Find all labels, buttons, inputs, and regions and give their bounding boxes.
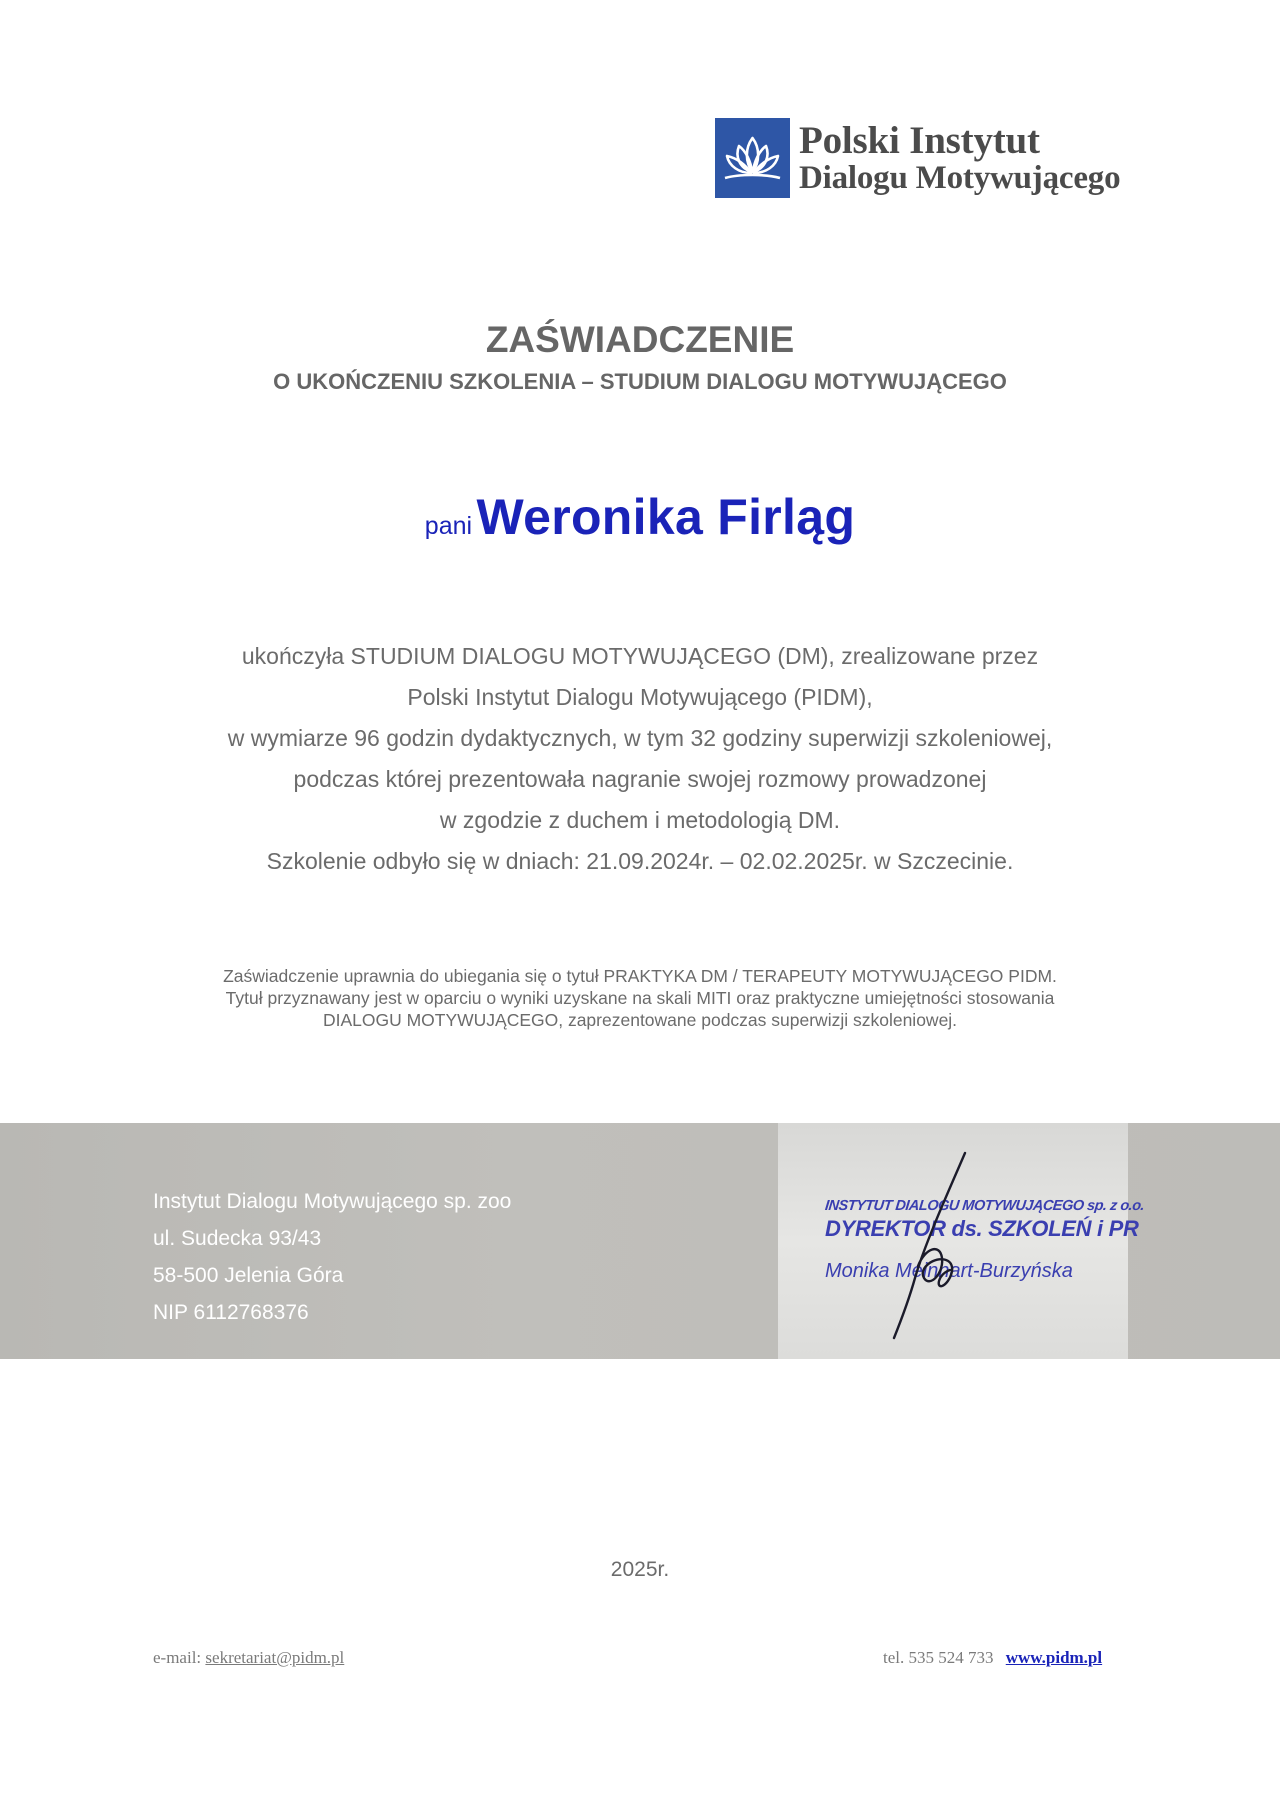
logo-title-line1: Polski Instytut <box>799 119 1040 162</box>
company-name: Instytut Dialogu Motywującego sp. zoo <box>153 1190 512 1213</box>
phone-number: tel. 535 524 733 <box>883 1648 994 1667</box>
issue-year: 2025r. <box>610 1558 670 1581</box>
body-line: w wymiarze 96 godzin dydaktycznych, w tym 32 godziny superwizji szkoleniowej, <box>227 725 1053 751</box>
email-label: e-mail: <box>153 1648 202 1667</box>
footer-contact <box>883 1648 1102 1668</box>
body-line: podczas której prezentowała nagranie swojej rozmowy prowadzonej <box>293 766 987 792</box>
note-line: Tytuł przyznawany jest w oparciu o wyniki uzyskane na skali MITI oraz praktyczne umiejętności stosowania <box>225 988 1055 1008</box>
certificate-body <box>0 636 1280 882</box>
recipient-line <box>0 488 1280 546</box>
company-nip: NIP 6112768376 <box>153 1301 309 1324</box>
recipient-name: Weronika Firląg <box>476 489 856 545</box>
certificate-title: ZAŚWIADCZENIE <box>485 319 795 360</box>
stamp-position: DYREKTOR ds. SZKOLEŃ i PR <box>825 1216 1139 1241</box>
body-line: Polski Instytut Dialogu Motywującego (PIDM), <box>407 684 873 710</box>
stamp-person: Monika Meinhart-Burzyńska <box>825 1260 1073 1282</box>
note-line: Zaświadczenie uprawnia do ubiegania się o tytuł PRAKTYKA DM / TERAPEUTY MOTYWUJĄCEGO PIDM. <box>223 966 1057 986</box>
website-link[interactable]: www.pidm.pl <box>1005 1648 1103 1667</box>
pidm-logo <box>715 118 1128 200</box>
certificate-subtitle: O UKOŃCZENIU SZKOLENIA – STUDIUM DIALOGU MOTYWUJĄCEGO <box>273 369 1007 394</box>
company-street: ul. Sudecka 93/43 <box>153 1227 322 1250</box>
body-line: Szkolenie odbyło się w dniach: 21.09.2024r. – 02.02.2025r. w Szczecinie. <box>266 848 1014 874</box>
body-line: w zgodzie z duchem i metodologią DM. <box>439 807 841 833</box>
email-link[interactable]: sekretariat@pidm.pl <box>205 1648 345 1667</box>
handwritten-signature <box>880 1148 990 1343</box>
logo-title-line2: Dialogu Motywującego <box>799 160 1121 196</box>
stamp-institute: INSTYTUT DIALOGU MOTYWUJĄCEGO sp. z o.o. <box>824 1198 1145 1214</box>
recipient-honorific: pani <box>424 512 473 540</box>
body-line: ukończyła STUDIUM DIALOGU MOTYWUJĄCEGO (DM), zrealizowane przez <box>241 643 1039 669</box>
company-city: 58-500 Jelenia Góra <box>153 1264 344 1287</box>
note-line: DIALOGU MOTYWUJĄCEGO, zaprezentowane podczas superwizji szkoleniowej. <box>322 1010 958 1030</box>
certificate-note <box>0 965 1280 1031</box>
footer-email <box>153 1648 344 1668</box>
lotus-icon <box>715 118 790 198</box>
company-address <box>153 1183 511 1331</box>
